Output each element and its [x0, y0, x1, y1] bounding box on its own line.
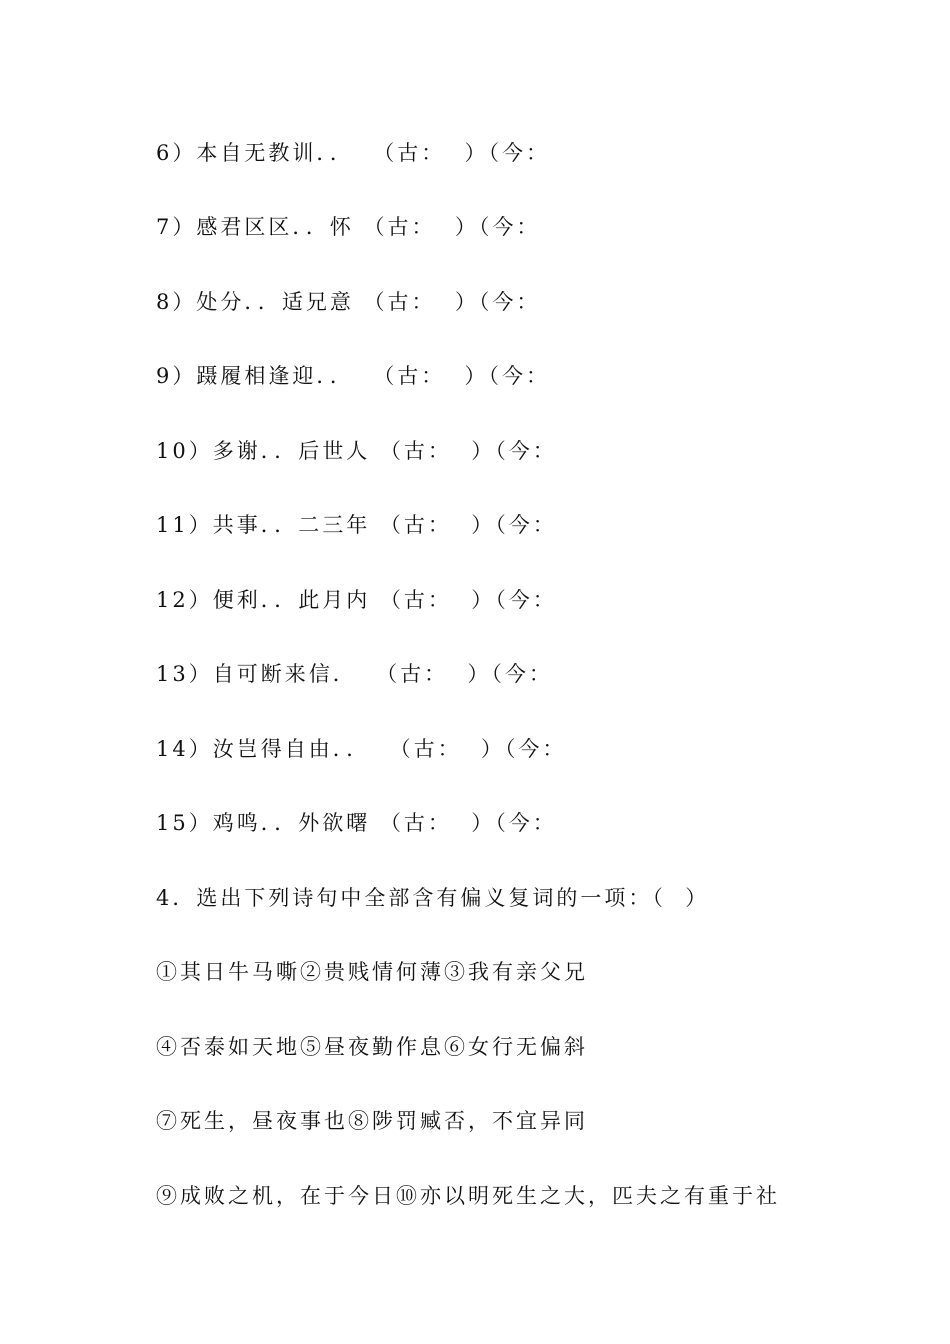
vocab-item-15: 15）鸡鸣．．外欲曙 （古： ）（今： [156, 811, 557, 835]
option-line-3: ⑦死生，昼夜事也⑧陟罚臧否，不宜异同 [156, 1109, 588, 1133]
question-4-prompt: 4．选出下列诗句中全部含有偏义复词的一项：（ ） [156, 886, 710, 910]
vocab-item-12: 12）便利．．此月内 （古： ）（今： [156, 588, 557, 612]
option-line-4: ⑨成败之机，在于今日⑩亦以明死生之大，匹夫之有重于社 [156, 1184, 780, 1208]
vocab-item-13: 13）自可断来信． （古： ）（今： [156, 662, 553, 686]
vocab-item-6: 6）本自无教训．． （古： ）（今： [156, 141, 551, 165]
vocab-item-14: 14）汝岂得自由．． （古： ）（今： [156, 737, 567, 761]
vocab-item-11: 11）共事．．二三年 （古： ）（今： [156, 513, 557, 537]
vocab-item-9: 9）蹑履相逢迎．． （古： ）（今： [156, 364, 551, 388]
option-line-2: ④否泰如天地⑤昼夜勤作息⑥女行无偏斜 [156, 1035, 588, 1059]
option-line-1: ①其日牛马嘶②贵贱情何薄③我有亲父兄 [156, 960, 588, 984]
vocab-item-8: 8）处分．．适兄意 （古： ）（今： [156, 290, 541, 314]
vocab-item-7: 7）感君区区．．怀 （古： ）（今： [156, 215, 541, 239]
vocab-item-10: 10）多谢．．后世人 （古： ）（今： [156, 439, 557, 463]
